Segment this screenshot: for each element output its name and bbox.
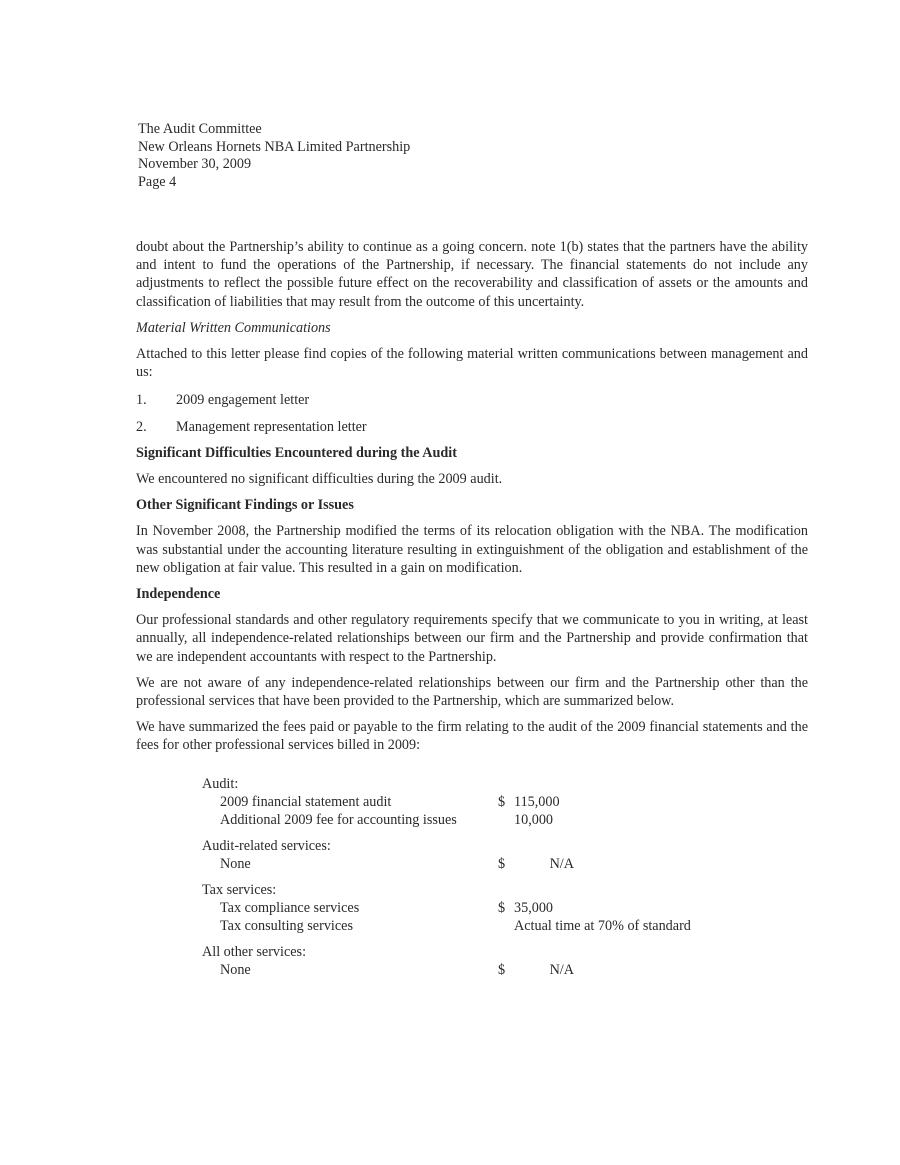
fee-row [202,961,574,979]
fee-value: 35,000 [514,900,554,916]
findings-text: In November 2008, the Partnership modified the terms of its relocation obligation with the NBA. The modification was substantial under the accounting literature resulting in extinguishment of the obligation and establishment of the new obligation at fair value. This resulted in a gain on modification. [136,523,808,576]
fee-row [202,855,574,873]
fee-row [202,793,560,811]
list-text: 2009 engagement letter [176,392,310,409]
organization-line: New Orleans Hornets NBA Limited Partnership [138,138,411,155]
fee-description: Tax consulting services [220,918,353,934]
material-communications-intro: Attached to this letter please find copies of the following material written communications between management and us: [136,346,808,381]
difficulties-text: We encountered no significant difficulties during the 2009 audit. [136,471,503,488]
fee-description: None [220,856,251,872]
fee-row [202,811,554,829]
fee-description: Tax compliance services [220,900,360,916]
fee-category-other: All other services: [202,944,307,960]
letter-body [136,238,808,755]
list-number: 2. [136,418,147,435]
independence-paragraph-2: We are not aware of any independence-related relationships between our firm and the Partnership other than the professional services that have been provided to the Partnership, which are summarized below. [136,674,808,710]
list-item [136,418,808,436]
fee-summary [202,775,691,979]
fee-category-audit: Audit: [202,776,239,792]
fee-amount [498,899,553,917]
letter-header [138,121,410,191]
going-concern-paragraph: doubt about the Partnership’s ability to continue as a going concern. note 1(b) states that the partners have the ability and intent to fund the operations of the Partnership, if necessary. The financial statements do not include any adjustments to reflect the possible future effect on the recoverability and classification of assets or the amounts and classification of liabilities that may result from the outcome of this uncertainty. [136,239,808,310]
fee-value: N/A [549,962,574,978]
list-item [136,391,808,409]
fee-amount [498,961,574,979]
findings-heading: Other Significant Findings or Issues [136,497,354,514]
recipient-line: The Audit Committee [138,121,262,137]
fee-amount [498,793,560,811]
list-text: Management representation letter [176,418,367,435]
dollar-sign: $ [498,856,506,872]
fee-value: 10,000 [514,812,554,828]
dollar-sign: $ [498,794,506,810]
page-number: Page 4 [138,173,177,190]
fee-category-tax: Tax services: [202,882,277,898]
dollar-sign: $ [498,900,506,916]
fee-description: None [220,962,251,978]
fee-amount [498,855,574,873]
material-communications-heading: Material Written Communications [136,319,331,336]
independence-paragraph-3: We have summarized the fees paid or payable to the firm relating to the audit of the 2009 financial statements and the fees for other professional services billed in 2009: [136,719,808,754]
fee-value: Actual time at 70% of standard [514,918,691,934]
fee-category-audit-related: Audit-related services: [202,838,331,854]
fee-description: Additional 2009 fee for accounting issues [220,812,457,828]
fee-value: 115,000 [514,794,560,810]
date-line: November 30, 2009 [138,156,252,173]
dollar-sign: $ [498,962,506,978]
independence-heading: Independence [136,586,221,603]
independence-paragraph-1: Our professional standards and other regulatory requirements specify that we communicate to you in writing, at least annually, all independence-related relationships between our firm and the Partnership and provide confirmation that we are independent accountants with respect to the Partnership. [136,612,808,665]
fee-row [202,917,691,935]
fee-description: 2009 financial statement audit [220,794,392,810]
fee-value: N/A [549,856,574,872]
list-number: 1. [136,392,147,409]
fee-row [202,899,554,917]
difficulties-heading: Significant Difficulties Encountered during the Audit [136,444,457,461]
